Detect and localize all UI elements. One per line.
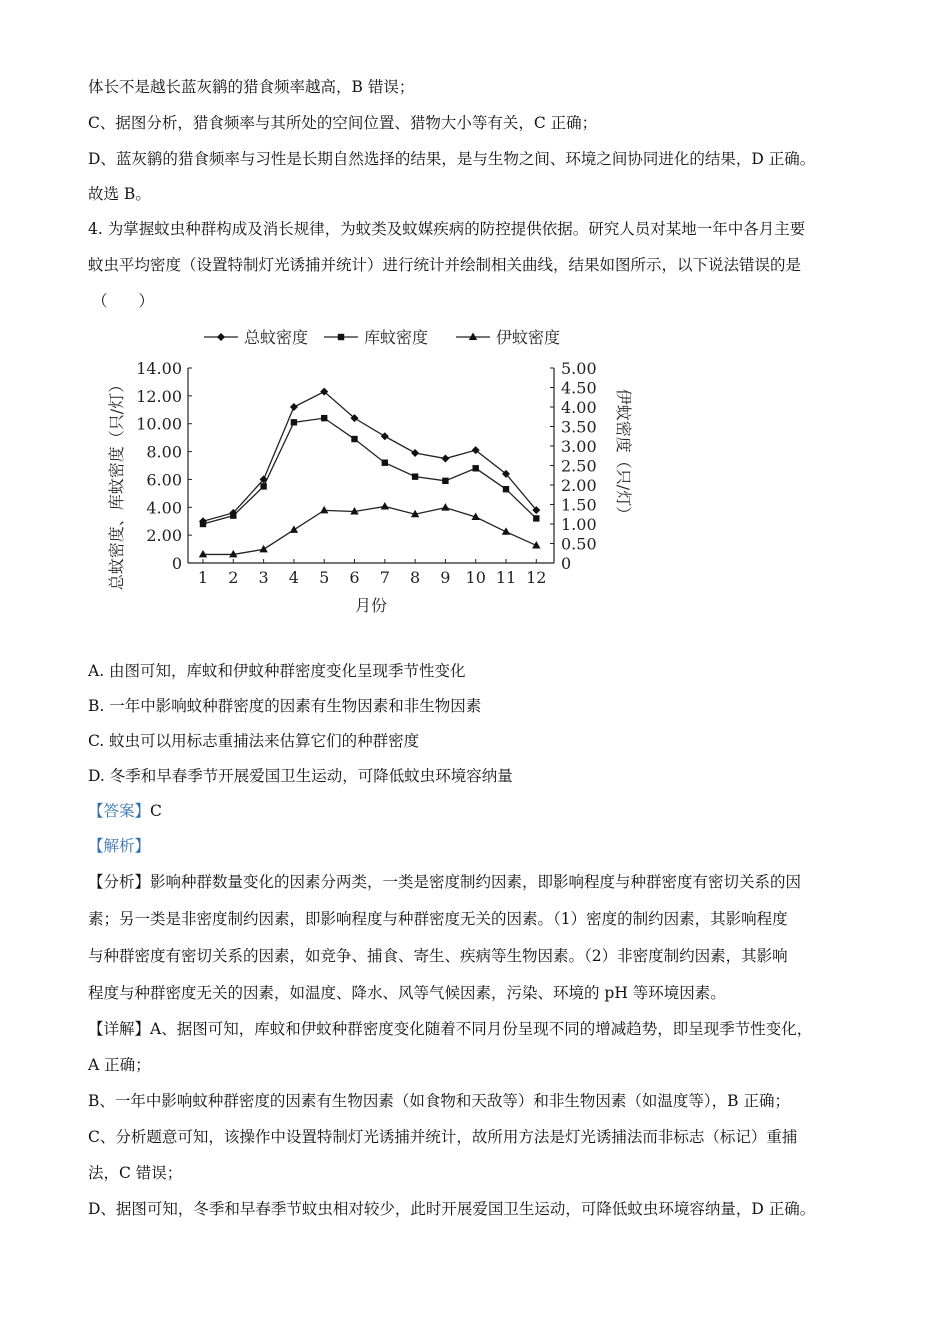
legend-marker-1 [217,333,225,341]
left-tick-label: 8.00 [146,442,182,462]
analysis-line-2: 素；另一类是非密度制约因素，即影响程度与种群密度无关的因素。（1）密度的制约因素，其影响程度 [88,910,788,928]
right-tick-label: 2.00 [561,476,597,495]
x-tick-label: 10 [465,568,486,587]
analysis-line-1: 【分析】影响种群数量变化的因素分两类，一类是密度制约因素，即影响程度与种群密度有密切关系的因 [88,873,802,891]
series-3-point [381,502,389,510]
analysis-line-4: 程度与种群密度无关的因素，如温度、降水、风等气候因素，污染、环境的 pH 等环境因素。 [88,984,726,1002]
question-line-2: 蚊虫平均密度（设置特制灯光诱捕并统计）进行统计并绘制相关曲线，结果如图所示，以下说法错误的是 [88,256,802,274]
prev-line-1: 体长不是越长蓝灰鹟的猎食频率越高，B 错误； [88,78,415,96]
series-line-3 [203,506,536,554]
right-tick-label: 0.50 [561,534,597,554]
question-line-3: （ ） [92,292,155,310]
x-tick-label: 1 [197,568,209,587]
x-tick-label: 2 [228,568,239,587]
legend-label-2: 库蚊密度 [364,328,429,347]
series-1-point [381,432,389,440]
right-tick-label: 0 [561,554,572,573]
series-3-point [320,506,328,513]
x-tick-label: 5 [319,568,330,587]
analysis-line-8: C、分析题意可知，该操作中设置特制灯光诱捕并统计，故所用方法是灯光诱捕法而非标志（标记）重捕 [88,1128,798,1146]
series-2-point [382,460,388,466]
right-tick-label: 4.50 [561,378,597,398]
analysis-line-5: 【详解】A、据图可知，库蚊和伊蚊种群密度变化随着不同月份呈现不同的增减趋势，即呈现季节性变化， [88,1020,813,1038]
analysis-line-7: B、一年中影响蚊种群密度的因素有生物因素（如食物和天敌等）和非生物因素（如温度等），B 正确； [88,1092,790,1110]
x-tick-label: 4 [288,568,299,587]
series-2-point [351,436,357,442]
series-3-point [290,525,298,533]
option-c: C. 蚊虫可以用标志重捕法来估算它们的种群密度 [88,732,420,750]
legend-marker-2 [338,334,344,340]
left-tick-label: 2.00 [146,526,182,546]
x-tick-label: 9 [440,568,451,587]
analysis-line-6: A 正确； [88,1056,151,1074]
x-tick-label: 12 [526,568,547,587]
right-tick-label: 3.00 [561,437,597,456]
x-axis-label: 月份 [354,596,388,615]
right-tick-label: 5.00 [561,359,597,378]
answer-label: 【答案】 [88,802,151,820]
legend-marker-3 [469,333,477,341]
series-2-point [200,521,206,527]
left-tick-label: 12.00 [136,386,182,406]
series-3-point [199,550,207,558]
x-tick-label: 6 [349,568,360,587]
left-tick-label: 10.00 [136,414,182,434]
left-tick-label: 0 [171,554,182,573]
series-line-2 [203,418,536,524]
prev-line-4: 故选 B。 [88,185,151,203]
series-2-point [412,473,418,479]
series-2-point [260,483,266,489]
x-tick-label: 11 [495,568,517,587]
left-tick-label: 6.00 [146,470,182,490]
right-tick-label: 3.50 [561,417,597,437]
series-1-point [441,455,449,463]
legend-label-1: 总蚊密度 [244,328,309,347]
left-tick-label: 14.00 [136,359,182,378]
right-tick-label: 1.50 [561,495,597,515]
series-2-point [442,478,448,484]
answer-value: C [150,802,162,820]
series-2-point [473,465,479,471]
option-a: A. 由图可知，库蚊和伊蚊种群密度变化呈现季节性变化 [88,662,466,680]
series-1-point [290,403,298,411]
series-2-point [321,415,327,421]
left-axis-label: 总蚊密度、库蚊密度（只/灯） [107,376,126,591]
right-tick-label: 1.00 [561,515,597,534]
answer-line [88,801,162,821]
series-1-point [411,449,419,457]
option-d: D. 冬季和早春季节开展爱国卫生运动，可降低蚊虫环境容纳量 [88,767,513,785]
series-2-point [503,486,509,492]
left-tick-label: 4.00 [146,498,182,518]
series-2-point [533,515,539,521]
series-2-point [230,512,236,518]
analysis-line-9: 法，C 错误； [88,1164,183,1182]
series-3-point [259,545,267,553]
series-3-point [441,503,449,511]
series-line-1 [203,392,536,522]
right-axis-label: 伊蚊密度（只/灯） [614,388,633,523]
right-tick-label: 4.00 [561,398,597,417]
question-line-1: 4. 为掌握蚊虫种群构成及消长规律，为蚊类及蚊媒疾病的防控提供依据。研究人员对某地一年中各月主要 [88,220,806,238]
analysis-line-10: D、据图可知，冬季和早春季节蚊虫相对较少，此时开展爱国卫生运动，可降低蚊虫环境容纳量，D 正确。 [88,1200,816,1218]
x-tick-label: 8 [410,568,421,587]
analysis-label: 【解析】 [88,837,151,855]
right-tick-label: 2.50 [561,456,597,476]
x-tick-label: 7 [379,568,390,587]
prev-line-2: C、据图分析，猎食频率与其所处的空间位置、猎物大小等有关，C 正确； [88,114,598,132]
option-b: B. 一年中影响蚊种群密度的因素有生物因素和非生物因素 [88,697,482,715]
analysis-line-3: 与种群密度有密切关系的因素，如竞争、捕食、寄生、疾病等生物因素。（2）非密度制约因素，其影响 [88,947,788,965]
prev-line-3: D、蓝灰鹟的猎食频率与习性是长期自然选择的结果，是与生物之间、环境之间协同进化的结果，D 正确。 [88,150,816,168]
mosquito-density-chart [96,318,636,618]
legend-label-3: 伊蚊密度 [496,328,561,347]
series-2-point [291,419,297,425]
x-tick-label: 3 [258,568,269,587]
